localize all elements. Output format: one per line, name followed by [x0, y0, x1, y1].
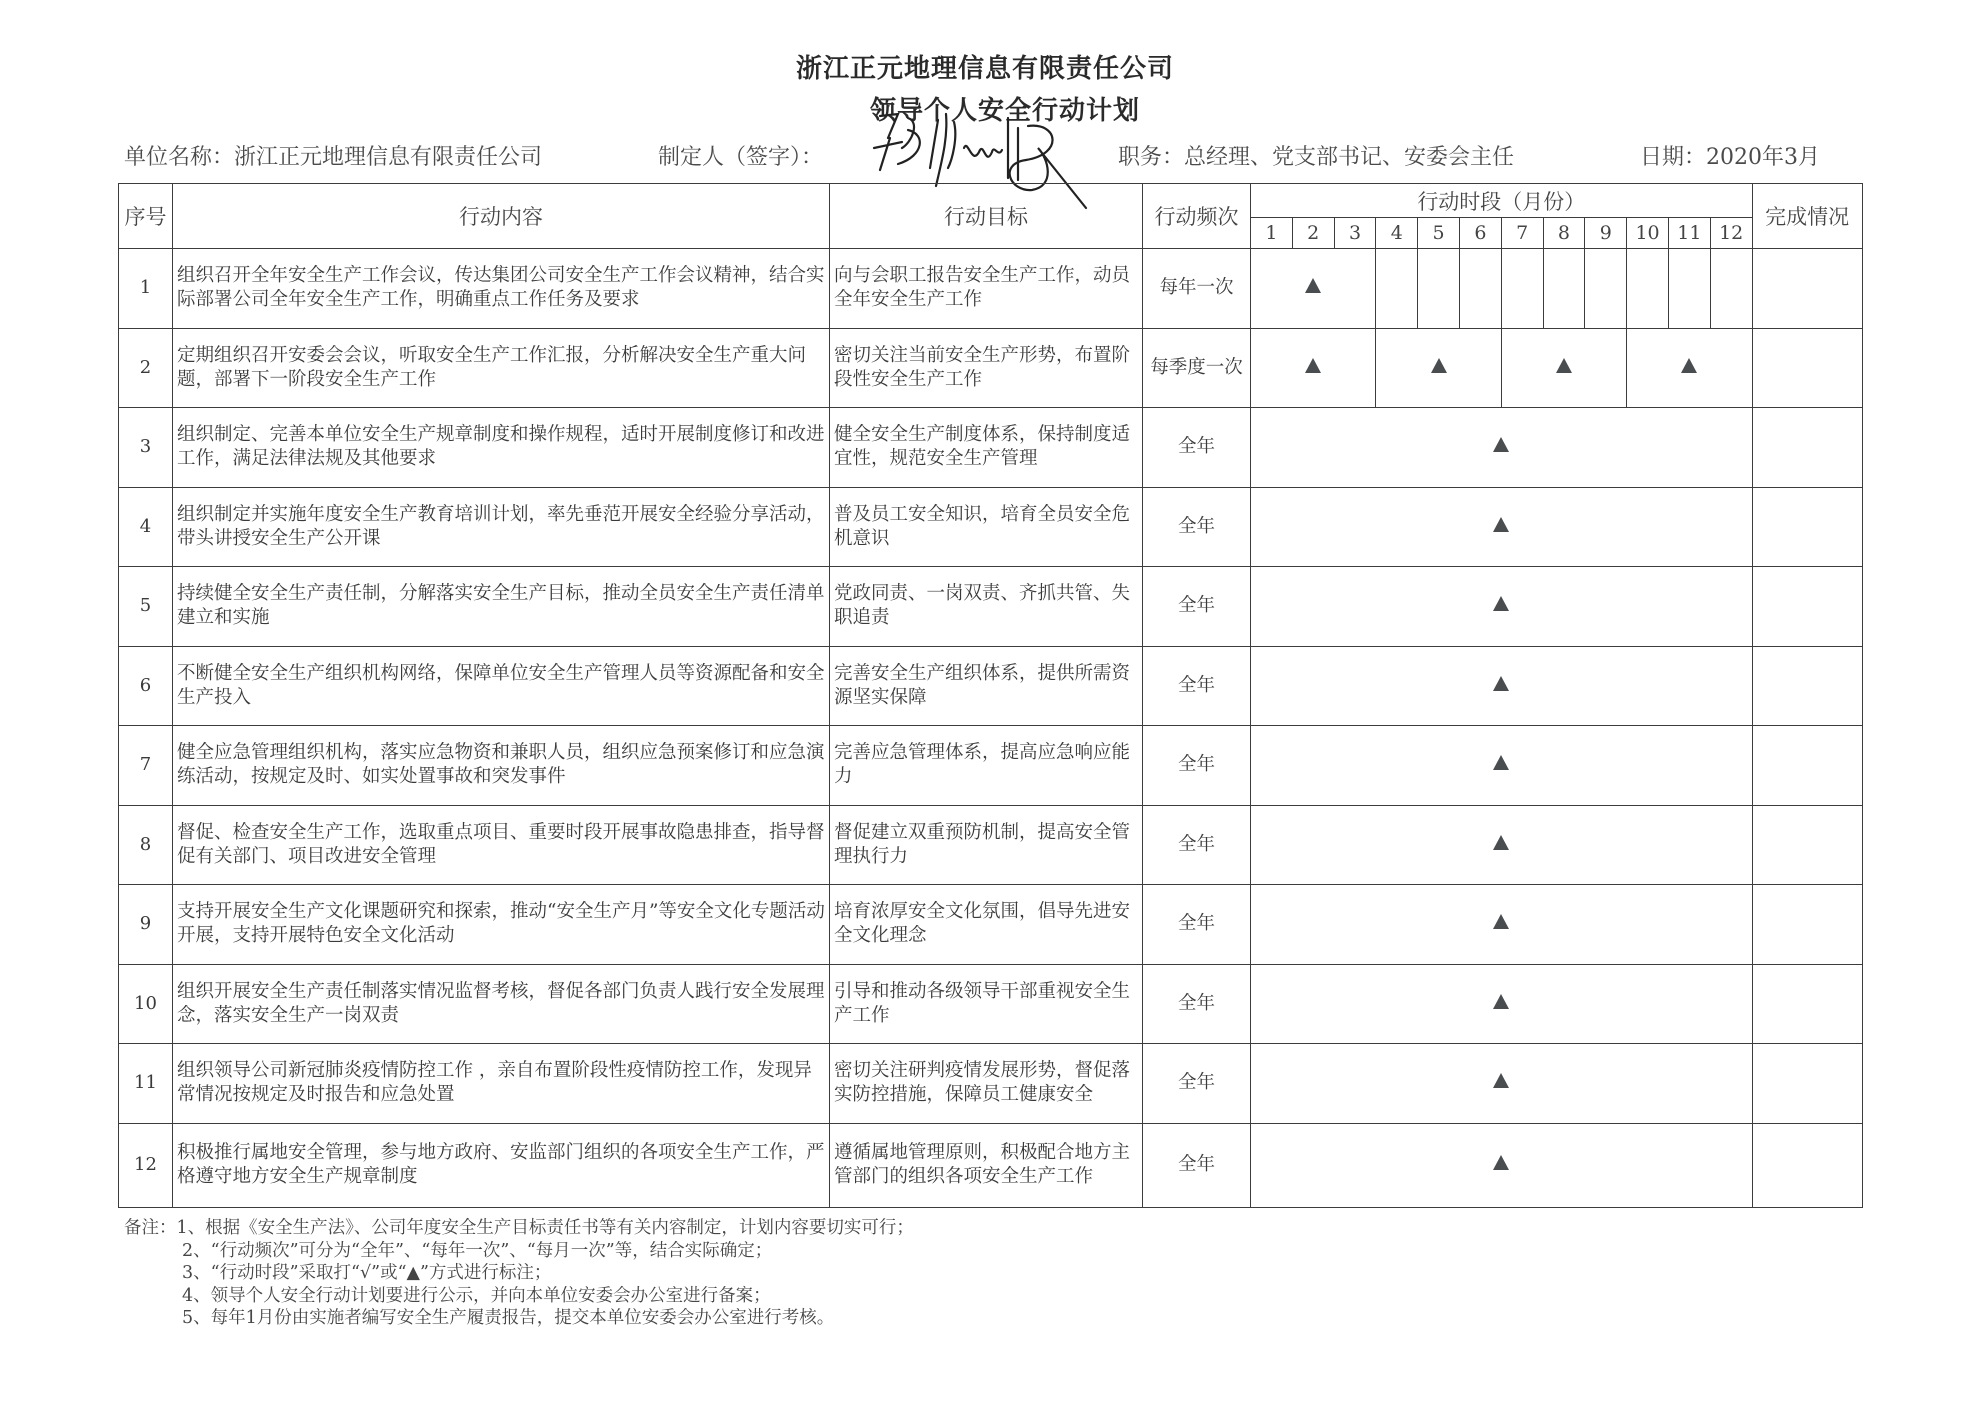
row-seq: 4 [119, 487, 173, 567]
row-status[interactable] [1752, 487, 1862, 567]
row-content: 支持开展安全生产文化课题研究和探索，推动“安全生产月”等安全文化专题活动开展，支持开展特色安全文化活动 [173, 885, 830, 965]
period-mark-cell [1251, 567, 1753, 647]
triangle-mark-icon [1493, 914, 1509, 929]
table-row [119, 328, 1863, 408]
row-frequency: 全年 [1143, 487, 1251, 567]
unit-name [124, 140, 542, 171]
triangle-mark-icon [1493, 1073, 1509, 1088]
period-empty-cell [1418, 249, 1460, 329]
row-status[interactable] [1752, 1044, 1862, 1124]
position-label: 职务： [1118, 145, 1185, 170]
triangle-mark-icon [1493, 755, 1509, 770]
notes-label: 备注： [124, 1218, 177, 1238]
month-7: 7 [1501, 218, 1543, 249]
position [1118, 140, 1514, 171]
month-8: 8 [1543, 218, 1585, 249]
triangle-mark-icon [1493, 835, 1509, 850]
row-frequency: 全年 [1143, 726, 1251, 806]
row-seq: 1 [119, 249, 173, 329]
period-mark-cell [1251, 487, 1753, 567]
unit-value: 浙江正元地理信息有限责任公司 [234, 145, 543, 170]
document-subtitle: 领导个人安全行动计划 [869, 96, 1140, 126]
note-item: 3、“行动时段”采取打“√”或“▲”方式进行标注； [182, 1263, 552, 1283]
period-mark-cell [1251, 1044, 1753, 1124]
row-content: 督促、检查安全生产工作，选取重点项目、重要时段开展事故隐患排查，指导督促有关部门、项目改进安全管理 [173, 805, 830, 885]
row-frequency: 全年 [1143, 1044, 1251, 1124]
row-seq: 5 [119, 567, 173, 647]
table-row [119, 964, 1863, 1044]
document-title: 浙江正元地理信息有限责任公司 [795, 54, 1174, 84]
row-target: 密切关注研判疫情发展形势，督促落实防控措施，保障员工健康安全 [830, 1044, 1143, 1124]
period-mark-cell [1251, 885, 1753, 965]
triangle-mark-icon [1493, 517, 1509, 532]
triangle-mark-icon [1493, 596, 1509, 611]
row-content: 组织制定并实施年度安全生产教育培训计划，率先垂范开展安全经验分享活动，带头讲授安全生产公开课 [173, 487, 830, 567]
note-item: 4、领导个人安全行动计划要进行公示，并向本单位安委会办公室进行备案； [182, 1285, 771, 1306]
row-status[interactable] [1752, 567, 1862, 647]
header-content: 行动内容 [173, 184, 830, 249]
row-seq: 10 [119, 964, 173, 1044]
triangle-mark-icon [1493, 676, 1509, 691]
row-target: 健全安全生产制度体系，保持制度适宜性，规范安全生产管理 [830, 408, 1143, 488]
row-content: 不断健全安全生产组织机构网络，保障单位安全生产管理人员等资源配备和安全生产投入 [173, 646, 830, 726]
triangle-mark-icon [1493, 1155, 1509, 1170]
row-frequency: 全年 [1143, 567, 1251, 647]
row-target: 完善安全生产组织体系，提供所需资源坚实保障 [830, 646, 1143, 726]
date [1640, 140, 1820, 171]
month-1: 1 [1251, 218, 1293, 249]
month-10: 10 [1627, 218, 1669, 249]
row-content: 积极推行属地安全管理，参与地方政府、安监部门组织的各项安全生产工作，严格遵守地方安全生产规章制度 [173, 1123, 830, 1207]
row-seq: 8 [119, 805, 173, 885]
header-seq: 序号 [119, 184, 173, 249]
period-mark-cell [1251, 1123, 1753, 1207]
period-mark-cell-q2 [1376, 328, 1501, 408]
date-label: 日期： [1640, 145, 1707, 170]
row-target: 引导和推动各级领导干部重视安全生产工作 [830, 964, 1143, 1044]
row-status[interactable] [1752, 408, 1862, 488]
note-item: 2、“行动频次”可分为“全年”、“每年一次”、“每月一次”等，结合实际确定； [182, 1240, 773, 1261]
row-frequency: 全年 [1143, 885, 1251, 965]
row-target: 党政同责、一岗双责、齐抓共管、失职追责 [830, 567, 1143, 647]
period-mark-cell-q3 [1501, 328, 1626, 408]
table-row [119, 487, 1863, 567]
row-content: 定期组织召开安委会会议，听取安全生产工作汇报，分析解决安全生产重大问题，部署下一阶段安全生产工作 [173, 328, 830, 408]
row-target: 普及员工安全知识，培育全员安全危机意识 [830, 487, 1143, 567]
row-seq: 11 [119, 1044, 173, 1124]
row-status[interactable] [1752, 249, 1862, 329]
row-seq: 12 [119, 1123, 173, 1207]
row-content: 健全应急管理组织机构，落实应急物资和兼职人员，组织应急预案修订和应急演练活动，按规定及时、如实处置事故和突发事件 [173, 726, 830, 806]
table-row [119, 1044, 1863, 1124]
month-9: 9 [1585, 218, 1627, 249]
period-empty-cell [1627, 249, 1669, 329]
month-4: 4 [1376, 218, 1418, 249]
period-mark-cell-q1 [1251, 328, 1376, 408]
row-seq: 7 [119, 726, 173, 806]
row-frequency: 全年 [1143, 408, 1251, 488]
table-row [119, 726, 1863, 806]
action-plan-table [118, 183, 1863, 1208]
row-frequency: 全年 [1143, 646, 1251, 726]
note-item: 5、每年1月份由实施者编写安全生产履责报告，提交本单位安委会办公室进行考核。 [182, 1308, 835, 1328]
period-mark-cell-q4 [1627, 328, 1752, 408]
row-target: 向与会职工报告安全生产工作，动员全年安全生产工作 [830, 249, 1143, 329]
table-row [119, 805, 1863, 885]
period-empty-cell [1710, 249, 1752, 329]
period-mark-cell [1251, 646, 1753, 726]
row-frequency: 全年 [1143, 1123, 1251, 1207]
triangle-mark-icon [1493, 994, 1509, 1009]
row-status[interactable] [1752, 328, 1862, 408]
header-status: 完成情况 [1752, 184, 1862, 249]
table-row [119, 408, 1863, 488]
row-frequency: 每季度一次 [1143, 328, 1251, 408]
row-target: 完善应急管理体系，提高应急响应能力 [830, 726, 1143, 806]
date-value: 2020年3月 [1706, 145, 1821, 170]
period-mark-cell [1251, 964, 1753, 1044]
triangle-mark-icon [1493, 437, 1509, 452]
month-12: 12 [1710, 218, 1752, 249]
period-empty-cell [1376, 249, 1418, 329]
triangle-mark-icon [1305, 358, 1321, 373]
month-2: 2 [1292, 218, 1334, 249]
position-value: 总经理、党支部书记、安委会主任 [1184, 145, 1515, 170]
header-frequency: 行动频次 [1143, 184, 1251, 249]
row-frequency: 全年 [1143, 964, 1251, 1044]
month-5: 5 [1418, 218, 1460, 249]
period-empty-cell [1543, 249, 1585, 329]
period-mark-cell [1251, 726, 1753, 806]
row-content: 持续健全安全生产责任制，分解落实安全生产目标，推动全员安全生产责任清单建立和实施 [173, 567, 830, 647]
month-11: 11 [1668, 218, 1710, 249]
table-row [119, 249, 1863, 329]
table-row [119, 646, 1863, 726]
month-3: 3 [1334, 218, 1376, 249]
header-period: 行动时段（月份） [1251, 184, 1753, 218]
table-row [119, 567, 1863, 647]
row-target: 督促建立双重预防机制，提高安全管理执行力 [830, 805, 1143, 885]
month-6: 6 [1459, 218, 1501, 249]
table-row [119, 885, 1863, 965]
row-content: 组织领导公司新冠肺炎疫情防控工作 ，亲自布置阶段性疫情防控工作，发现异常情况按规定及时报告和应急处置 [173, 1044, 830, 1124]
triangle-mark-icon [1681, 358, 1697, 373]
notes-section [124, 1217, 914, 1330]
note-item: 备注：1、根据《安全生产法》、公司年度安全生产目标责任书等有关内容制定，计划内容要切实可行； [124, 1218, 914, 1238]
row-frequency: 每年一次 [1143, 249, 1251, 329]
period-empty-cell [1501, 249, 1543, 329]
header-target: 行动目标 [830, 184, 1143, 249]
row-target: 密切关注当前安全生产形势，布置阶段性安全生产工作 [830, 328, 1143, 408]
unit-label: 单位名称： [124, 145, 235, 170]
period-mark-cell [1251, 249, 1376, 329]
row-status[interactable] [1752, 805, 1862, 885]
row-status[interactable] [1752, 885, 1862, 965]
table-row [119, 1123, 1863, 1207]
row-content: 组织制定、完善本单位安全生产规章制度和操作规程，适时开展制度修订和改进工作，满足法律法规及其他要求 [173, 408, 830, 488]
period-empty-cell [1459, 249, 1501, 329]
triangle-mark-icon [1305, 278, 1321, 293]
row-frequency: 全年 [1143, 805, 1251, 885]
row-seq: 2 [119, 328, 173, 408]
row-content: 组织召开全年安全生产工作会议，传达集团公司安全生产工作会议精神，结合实际部署公司全年安全生产工作，明确重点工作任务及要求 [173, 249, 830, 329]
row-status[interactable] [1752, 646, 1862, 726]
row-target: 遵循属地管理原则，积极配合地方主管部门的组织各项安全生产工作 [830, 1123, 1143, 1207]
row-seq: 3 [119, 408, 173, 488]
row-seq: 9 [119, 885, 173, 965]
row-seq: 6 [119, 646, 173, 726]
triangle-mark-icon [1431, 358, 1447, 373]
row-status[interactable] [1752, 964, 1862, 1044]
period-mark-cell [1251, 805, 1753, 885]
row-status[interactable] [1752, 726, 1862, 806]
row-status[interactable] [1752, 1123, 1862, 1207]
period-mark-cell [1251, 408, 1753, 488]
row-target: 培育浓厚安全文化氛围，倡导先进安全文化理念 [830, 885, 1143, 965]
maker-label: 制定人（签字）： [658, 145, 824, 170]
period-empty-cell [1585, 249, 1627, 329]
triangle-mark-icon [1556, 358, 1572, 373]
period-empty-cell [1668, 249, 1710, 329]
row-content: 组织开展安全生产责任制落实情况监督考核，督促各部门负责人践行安全发展理念，落实安全生产一岗双责 [173, 964, 830, 1044]
